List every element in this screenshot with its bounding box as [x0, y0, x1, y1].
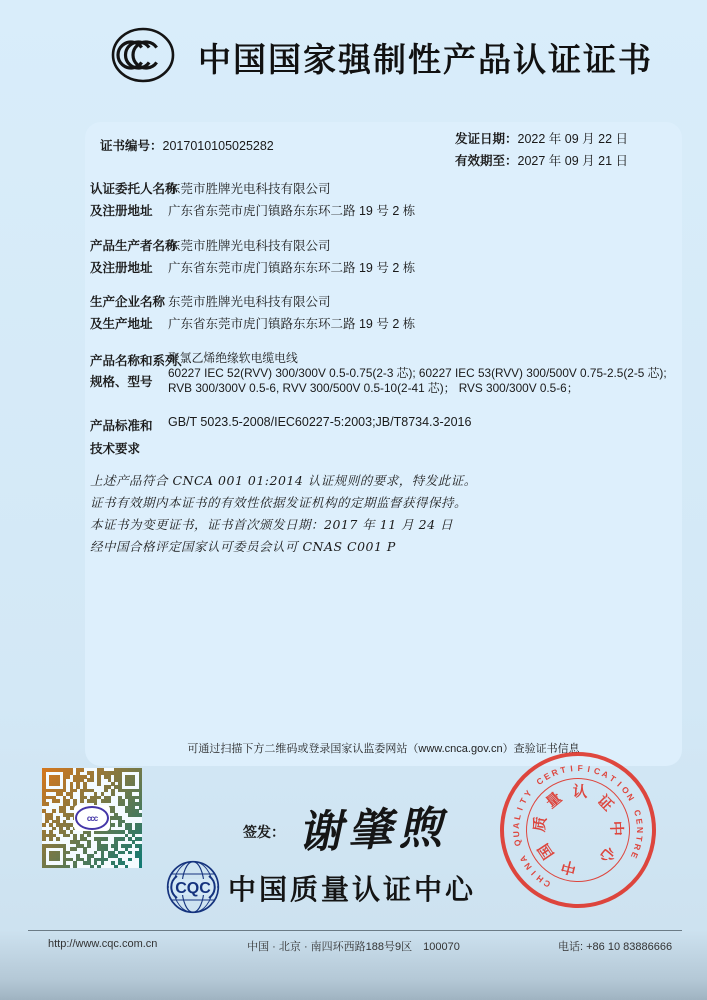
statement-line: 证书有效期内本证书的有效性依据发证机构的定期监督获得保持。	[90, 495, 468, 510]
date-block	[455, 128, 628, 172]
qr-verification-note: 可通过扫描下方二维码或登录国家认监委网站（www.cnca.gov.cn）查验证书信息	[187, 743, 580, 755]
manufacturer-value: 东莞市胜牌光电科技有限公司 广东省东莞市虎门镇路东东环二路 19 号 2 栋	[168, 239, 416, 275]
issued-by-label: 签发：	[243, 824, 285, 840]
certificate-title: 中国国家强制性产品认证证书	[198, 41, 653, 78]
product-name-value: 聚氯乙烯绝缘软电缆电线 60227 IEC 52(RVV) 300/300V 0.5-0.75(2-3 芯); 60227 IEC 53(RVV) 300/500V 0.75-2.5(2-5 芯); RVB 300/300V 0.5-6, RVV 300/500V 0.5-10(2-41 芯)； RVS 300/300V 0.5-6；	[168, 351, 667, 395]
standard-value: GB/T 5023.5-2008/IEC60227-5:2003;JB/T8734.3-2016	[168, 415, 472, 429]
seal-outer-text: C H I N A Q U A L I T Y C E R T I F I C A T I O N C E N T R E	[510, 762, 645, 890]
issue-date-value: 2022 年 09 月 22 日	[517, 132, 628, 146]
certificate-number-row	[100, 136, 274, 154]
cqc-centre-name: 中国质量认证中心	[228, 874, 477, 905]
statement-line: 本证书为变更证书，证书首次颁发日期：2017 年 11 月 24 日	[90, 517, 453, 532]
valid-until-label: 有效期至：	[455, 154, 518, 168]
statement-line: 经中国合格评定国家认可委员会认可 CNAS C001 P	[90, 539, 396, 554]
certificate-number-value: 2017010105025282	[162, 139, 274, 153]
cqc-globe-icon	[166, 860, 220, 914]
qr-center-ccc-badge: ccc	[74, 805, 110, 831]
applicant-label: 认证委托人名称 及注册地址	[90, 182, 178, 218]
statement-line: 上述产品符合 CNCA 001 01:2014 认证规则的要求，特发此证。	[90, 473, 477, 488]
standard-label: 产品标准和 技术要求	[90, 419, 153, 456]
issue-date-label: 发证日期：	[455, 132, 518, 146]
product-name-label: 产品名称和系列、 规格、型号	[90, 354, 191, 389]
cqc-abbr-text: CQC	[175, 880, 211, 897]
valid-until-value: 2027 年 09 月 21 日	[517, 154, 628, 168]
statement-block	[90, 470, 477, 558]
footer-address: 中国 · 北京 · 南四环西路188号9区 100070	[247, 941, 460, 953]
factory-label: 生产企业名称 及生产地址	[90, 295, 166, 331]
certificate-number-label: 证书编号：	[100, 139, 163, 153]
applicant-value: 东莞市胜牌光电科技有限公司 广东省东莞市虎门镇路东东环二路 19 号 2 栋	[168, 182, 416, 218]
ccc-logo-icon	[110, 26, 176, 84]
manufacturer-label: 产品生产者名称 及注册地址	[90, 239, 178, 275]
seal-inner-text: 中 国 质 量 认 证 中 心	[530, 783, 625, 877]
signature-name: 谢肇煦	[297, 802, 450, 859]
footer-phone: 电话: +86 10 83886666	[558, 941, 673, 953]
footer-divider	[28, 930, 682, 931]
qr-code	[42, 768, 142, 868]
footer-url: http://www.cqc.com.cn	[48, 938, 158, 950]
factory-value: 东莞市胜牌光电科技有限公司 广东省东莞市虎门镇路东东环二路 19 号 2 栋	[168, 295, 416, 331]
